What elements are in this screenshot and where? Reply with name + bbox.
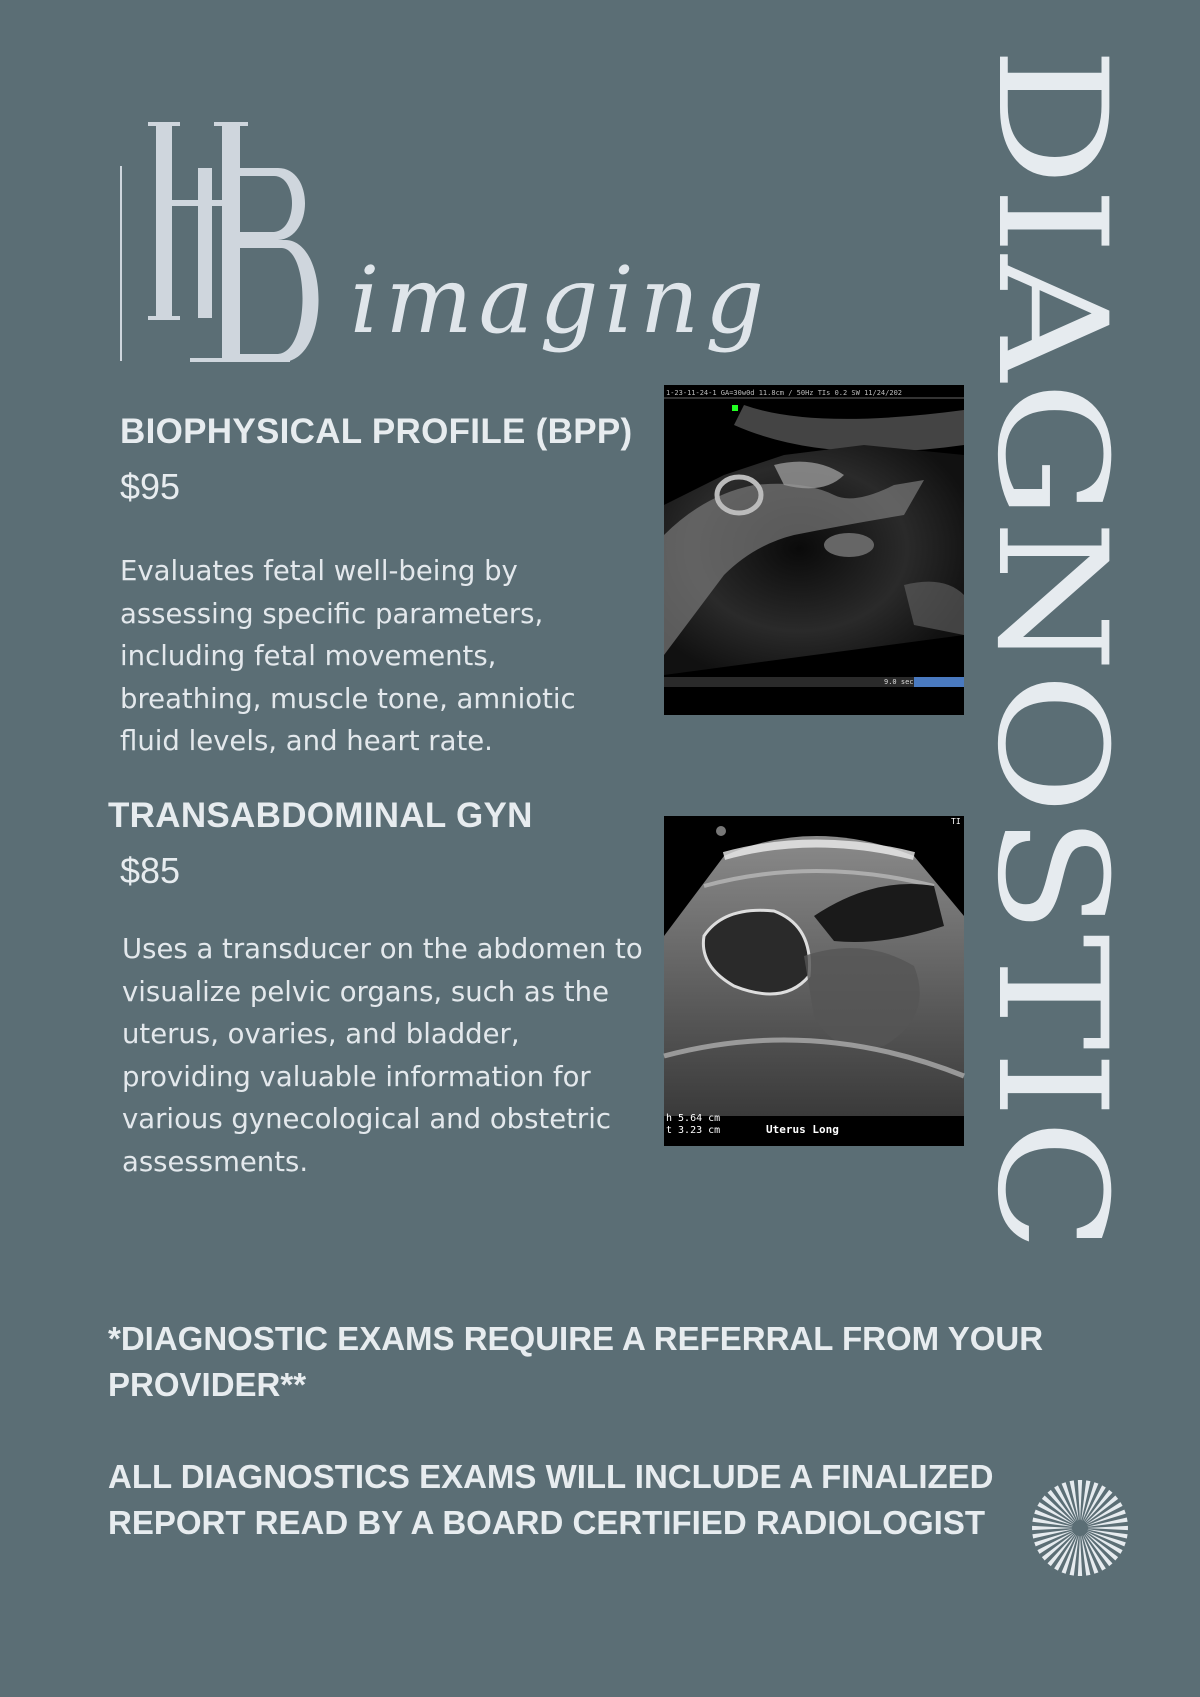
scan-corner-text: TI [951,817,961,826]
scan-label: Uterus Long [766,1123,839,1136]
service-title-bpp: BIOPHYSICAL PROFILE (BPP) [120,412,633,451]
service-price-bpp: $95 [120,466,181,507]
scan-measure-1: h 5.64 cm [666,1113,721,1124]
sunburst-ray [1078,1536,1082,1576]
sunburst-ray [1032,1526,1072,1530]
scan-footer-text: 9.0 sec [884,678,914,686]
scan-header-text: 1-23-11-24-1 GA=30w0d 11.8cm / 50Hz TIs 0.2 SW 11/24/202 [666,389,903,397]
service-price-transabdominal: $85 [120,850,181,891]
referral-note: *DIAGNOSTIC EXAMS REQUIRE A REFERRAL FROM YOUR PROVIDER** [108,1320,1044,1403]
brand-wordmark: imaging [350,247,770,354]
sunburst-icon [1030,1478,1130,1578]
side-title-text: DIAGNOSTIC [964,47,1138,1086]
service-title-transabdominal: TRANSABDOMINAL GYN [108,796,533,835]
ultrasound-image-gyn [664,816,964,1146]
report-note: ALL DIAGNOSTICS EXAMS WILL INCLUDE A FINALIZED REPORT READ BY A BOARD CERTIFIED RADIOLOGIST [108,1458,994,1541]
service-description-transabdominal: Uses a transducer on the abdomen to visualize pelvic organs, such as the uterus, ovaries, and bladder, providing valuable information for various gynecological and obstetric assessments. [122,933,643,1178]
side-title-vertical [964,45,1148,1255]
hb-monogram-logo [118,118,358,368]
sunburst-ray [1078,1480,1082,1520]
ultrasound-image-bpp [664,385,964,715]
scan-measure-2: t 3.23 cm [666,1125,721,1136]
sunburst-ray [1088,1526,1128,1530]
service-description-bpp: Evaluates fetal well-being by assessing specific parameters, including fetal movements, breathing, muscle tone, amniotic fluid levels, and heart rate. [120,555,576,757]
